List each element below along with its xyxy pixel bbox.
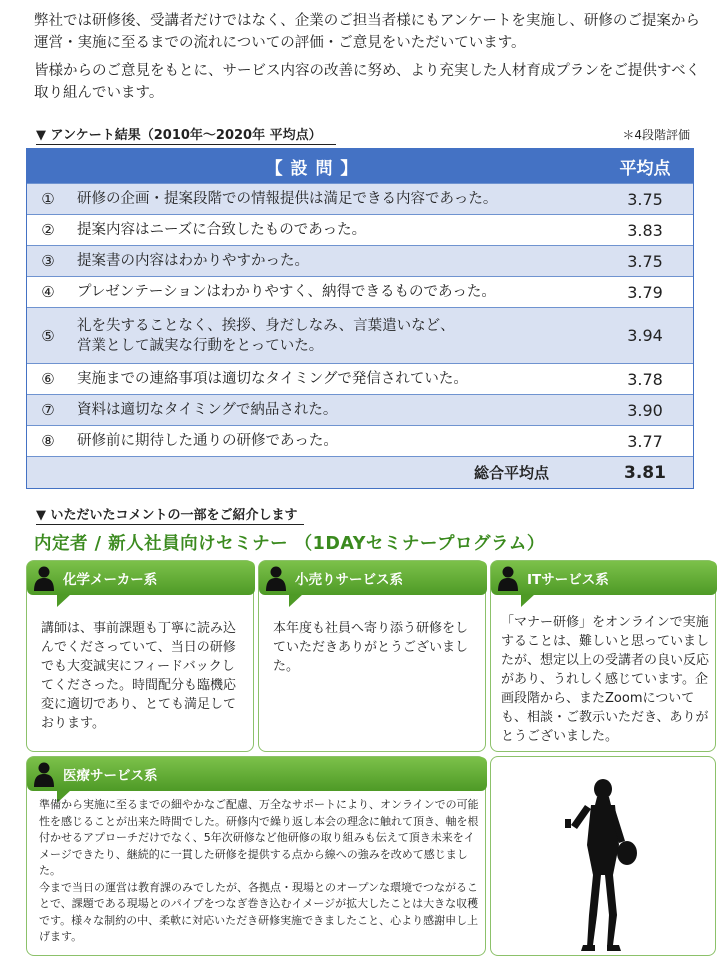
woman-silhouette-icon [553,775,653,953]
row-score: 3.94 [627,326,663,345]
tag-pointer [521,594,535,607]
person-icon [265,565,287,591]
comment-tag [27,757,487,791]
row-question: 礼を失することなく、挨拶、身だしなみ、言葉遣いなど、 営業として誠実な行動をとっていた。 [77,317,455,354]
comment-card-retail [258,560,486,752]
intro-text [34,10,704,110]
survey-header [36,124,692,144]
survey-title: ▼ アンケート結果（2010年～2020年 平均点） [36,124,336,145]
comment-text: 講師は、事前課題も丁寧に読み込んでくださっていて、当日の研修でも大変誠実にフィードバックしてくださった。時間配分も臨機応変に適切であり、とても満足しております。 [41,621,237,731]
table-row [27,245,693,276]
row-number: ⑦ [41,401,55,419]
total-row [27,456,693,488]
row-number: ① [41,190,55,208]
row-score: 3.78 [627,369,663,389]
row-number: ⑥ [41,370,55,388]
rating-scale-note: ＊4段階評価 [622,128,690,142]
comment-text: 「マナー研修」をオンラインで実施することは、難しいと思っていましたが、想定以上の受講者の良い反応があり、うれしく感じています。企画段階から、またZoomについても、相談・ご教示いただき、ありがとうございました。 [501,615,710,744]
table-row [27,394,693,425]
table-header [27,149,693,183]
comment-card-chemical [26,560,254,752]
seminar-title: 内定者 / 新人社員向けセミナー （1DAYセミナープログラム） [34,534,545,554]
comment-tag [491,561,717,595]
row-score: 3.75 [627,251,663,271]
person-icon [33,565,55,591]
row-number: ⑧ [41,432,55,450]
table-row [27,276,693,307]
table-row [27,363,693,394]
intro-paragraph-1: 弊社では研修後、受講者だけではなく、企業のご担当者様にもアンケートを実施し、研修のご提案から運営・実施に至るまでの流れについての評価・ご意見をいただいています。 [34,13,700,51]
comment-text: 準備から実施に至るまでの細やかなご配慮、万全なサポートにより、オンラインでの可能性を感じることが出来た時間でした。研修内で繰り返し本会の理念に触れて頂き、軸を根付かせるアプローチだけでなく、5年次研修など他研修の取り組みも伝えて頂き未来をイメージできたり、継続的に一貫した研修を提供する点から線への強みを改めて感じました。 今まで当日の運営は教育課のみでしたが、各拠点・現場とのオープンな環境でつながることで、課題である現場とのパイプをつなぎ巻き込むイメージが拡大したことは大きな収穫です。様々な制約の中、柔軟に対応いただき研修実施できましたこと、心より感謝申し上げます。 [39,798,479,943]
row-question: プレゼンテーションはわかりやすく、納得できるものであった。 [77,284,496,300]
row-number: ② [41,221,55,239]
comment-tag [27,561,255,595]
comment-tag-label: ITサービス系 [527,572,609,588]
row-question: 研修前に期待した通りの研修であった。 [77,433,338,449]
comment-text: 本年度も社員へ寄り添う研修をしていただきありがとうございました。 [273,621,469,674]
survey-results-table [26,148,694,489]
row-score: 3.77 [627,431,663,451]
comment-tag-label: 医療サービス系 [63,768,158,784]
row-score: 3.83 [627,220,663,240]
comments-heading: ▼ いただいたコメントの一部をご紹介します [36,504,304,525]
table-row [27,425,693,456]
row-question: 提案内容はニーズに合致したものであった。 [77,222,367,238]
row-score: 3.79 [627,282,663,302]
row-question: 実施までの連絡事項は適切なタイミングで発信されていた。 [77,371,468,387]
row-question: 資料は適切なタイミングで納品された。 [77,402,338,418]
row-number: ③ [41,252,55,270]
tag-pointer [57,594,71,607]
comment-card-medical [26,756,486,956]
header-score: 平均点 [619,158,671,179]
comment-tag-label: 小売りサービス系 [295,572,403,588]
table-row [27,214,693,245]
row-number: ④ [41,283,55,301]
intro-paragraph-2: 皆様からのご意見をもとに、サービス内容の改善に努め、より充実した人材育成プランをご提供すべく取り組んでいます。 [34,63,701,101]
image-card [490,756,716,956]
comment-tag [259,561,487,595]
tag-pointer [289,594,303,607]
total-value: 3.81 [624,462,666,483]
table-row [27,307,693,363]
total-label: 総合平均点 [473,464,549,482]
row-score: 3.90 [627,400,663,420]
table-row [27,183,693,214]
header-question: 【 設 問 】 [265,158,359,179]
row-score: 3.75 [627,189,663,209]
row-number: ⑤ [41,326,55,345]
comment-card-it [490,560,716,752]
row-question: 研修の企画・提案段階での情報提供は満足できる内容であった。 [77,191,498,207]
comment-tag-label: 化学メーカー系 [63,572,158,588]
person-icon [33,761,55,787]
row-question: 提案書の内容はわかりやすかった。 [77,253,309,269]
person-icon [497,565,519,591]
